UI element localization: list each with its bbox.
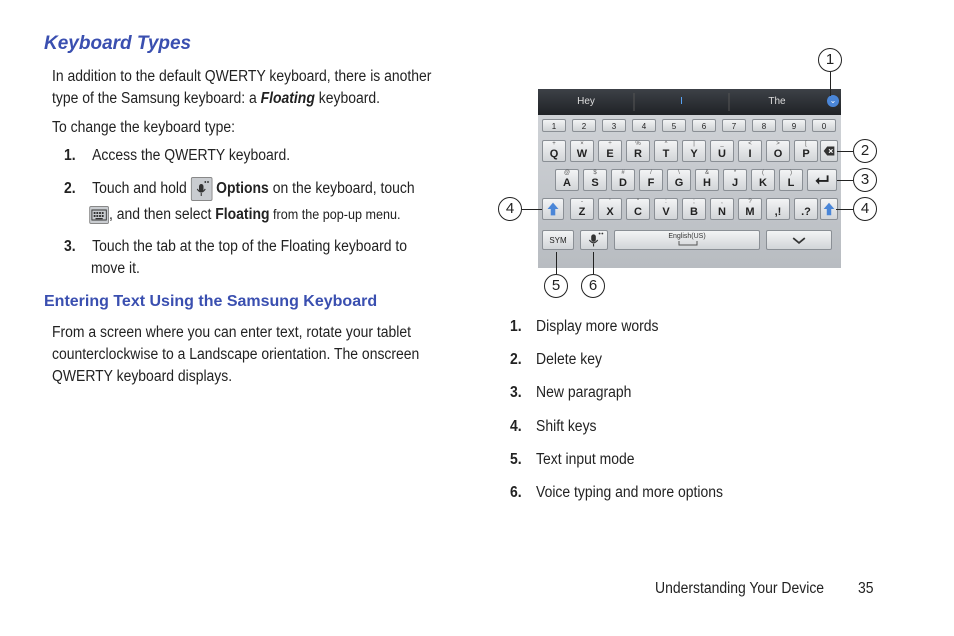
intro-line-2-pre: type of the Samsung keyboard: a xyxy=(52,90,261,107)
floating-label: Floating xyxy=(215,206,270,223)
more-words-chevron-icon[interactable]: ⌄ xyxy=(827,95,839,107)
step-3-number: 3. xyxy=(64,238,76,255)
step-2 xyxy=(64,177,415,226)
step-1 xyxy=(64,145,290,167)
legend-item-6 xyxy=(510,484,723,502)
key-p[interactable]: [ P xyxy=(794,140,818,162)
page-title: Keyboard Types xyxy=(44,33,192,54)
entering-line-3: QWERTY keyboard displays. xyxy=(52,368,233,385)
key-period-question[interactable]: .? xyxy=(794,198,818,220)
key-8[interactable]: 8 xyxy=(752,119,776,132)
legend-number: 6. xyxy=(510,484,522,501)
callout-6-leader xyxy=(593,252,594,274)
key-comma-exclaim[interactable]: ,! xyxy=(766,198,790,220)
left-shift-key[interactable] xyxy=(542,198,564,220)
shift-arrow-icon xyxy=(821,199,837,219)
key-m[interactable]: ? M xyxy=(738,198,762,220)
suggestion-word-1[interactable]: Hey xyxy=(577,96,595,107)
sym-key[interactable]: SYM xyxy=(542,230,574,250)
legend-number: 3. xyxy=(510,384,522,401)
key-a[interactable]: @ A xyxy=(555,169,579,191)
voice-options-key-icon xyxy=(191,177,213,201)
enter-key[interactable] xyxy=(807,169,837,191)
key-u[interactable]: _ U xyxy=(710,140,734,162)
step-3-line-1: Touch the tab at the top of the Floating keyboard to xyxy=(92,238,407,255)
options-label: Options xyxy=(216,180,269,198)
legend-number: 5. xyxy=(510,451,522,468)
key-b[interactable]: ; B xyxy=(682,198,706,220)
section-heading: Entering Text Using the Samsung Keyboard xyxy=(44,293,378,310)
callout-4-right: 4 xyxy=(853,197,877,221)
key-0[interactable]: 0 xyxy=(812,119,836,132)
key-z[interactable]: - Z xyxy=(570,198,594,220)
step-1-number: 1. xyxy=(64,147,76,164)
legend-number: 2. xyxy=(510,351,522,368)
key-f[interactable]: / F xyxy=(639,169,663,191)
delete-key[interactable] xyxy=(820,140,838,162)
legend-item-2 xyxy=(510,351,602,369)
space-icon xyxy=(615,240,761,248)
suggestion-word-3[interactable]: The xyxy=(768,96,786,107)
step-2-line2-a: , and then select xyxy=(109,206,216,223)
key-r[interactable]: % R xyxy=(626,140,650,162)
space-bar[interactable] xyxy=(614,230,760,250)
key-9[interactable]: 9 xyxy=(782,119,806,132)
key-1[interactable]: 1 xyxy=(542,119,566,132)
voice-key[interactable] xyxy=(580,230,608,250)
key-g[interactable]: \ G xyxy=(667,169,691,191)
callout-2: 2 xyxy=(853,139,877,163)
intro-paragraph xyxy=(52,66,431,110)
intro-line-2-post: keyboard. xyxy=(314,90,381,107)
entering-paragraph xyxy=(52,322,419,388)
key-x[interactable]: ' X xyxy=(598,198,622,220)
key-7[interactable]: 7 xyxy=(722,119,746,132)
step-3-line-2: move it. xyxy=(91,260,140,277)
key-t[interactable]: ^ T xyxy=(654,140,678,162)
legend-text: Text input mode xyxy=(536,451,635,468)
callout-5: 5 xyxy=(544,274,568,298)
number-row xyxy=(542,119,838,133)
key-k[interactable]: ( K xyxy=(751,169,775,191)
key-2[interactable]: 2 xyxy=(572,119,596,132)
key-s[interactable]: $ S xyxy=(583,169,607,191)
key-j[interactable]: * J xyxy=(723,169,747,191)
entering-line-1: From a screen where you can enter text, rotate your tablet xyxy=(52,324,412,341)
key-l[interactable]: ) L xyxy=(779,169,803,191)
suggestion-word-2[interactable]: I xyxy=(680,96,683,107)
key-5[interactable]: 5 xyxy=(662,119,686,132)
step-2-line2-b: from the pop-up menu. xyxy=(269,206,401,222)
key-c[interactable]: " C xyxy=(626,198,650,220)
legend-text: New paragraph xyxy=(536,384,632,401)
key-d[interactable]: # D xyxy=(611,169,635,191)
step-1-text: Access the QWERTY keyboard. xyxy=(92,147,291,164)
page-number: 35 xyxy=(858,580,874,597)
legend-text: Delete key xyxy=(536,351,602,368)
intro-line-1: In addition to the default QWERTY keyboard, there is another xyxy=(52,68,432,85)
callout-3: 3 xyxy=(853,168,877,192)
key-y[interactable]: | Y xyxy=(682,140,706,162)
change-intro: To change the keyboard type: xyxy=(52,119,236,136)
legend-number: 1. xyxy=(510,318,522,335)
callout-4-left: 4 xyxy=(498,197,522,221)
legend-text: Shift keys xyxy=(536,418,597,435)
legend-item-5 xyxy=(510,451,635,469)
key-4[interactable]: 4 xyxy=(632,119,656,132)
legend-number: 4. xyxy=(510,418,522,435)
keyboard-figure xyxy=(538,89,841,268)
callout-4-left-leader xyxy=(522,209,542,210)
space-language-label: English(US) xyxy=(668,233,706,240)
callout-6: 6 xyxy=(581,274,605,298)
footer-section: Understanding Your Device xyxy=(655,580,825,597)
key-6[interactable]: 6 xyxy=(692,119,716,132)
callout-5-leader xyxy=(556,252,557,274)
floating-emphasis: Floating xyxy=(260,90,315,107)
legend-item-1 xyxy=(510,318,659,336)
callout-4-right-leader xyxy=(836,209,853,210)
microphone-icon xyxy=(581,230,607,250)
chevron-down-icon xyxy=(767,230,831,250)
shift-arrow-icon xyxy=(543,199,563,219)
key-w[interactable]: × W xyxy=(570,140,594,162)
step-2-pre: Touch and hold xyxy=(92,180,191,198)
key-n[interactable]: , N xyxy=(710,198,734,220)
key-e[interactable]: ÷ E xyxy=(598,140,622,162)
key-v[interactable]: : V xyxy=(654,198,678,220)
callout-1-leader xyxy=(830,72,831,96)
entering-line-2: counterclockwise to a Landscape orientation. The onscreen xyxy=(52,346,420,363)
callout-1: 1 xyxy=(818,48,842,72)
callout-3-leader xyxy=(837,180,853,181)
legend-text: Voice typing and more options xyxy=(536,484,723,501)
key-q[interactable]: + Q xyxy=(542,140,566,162)
keyboard-icon xyxy=(89,206,109,224)
intro-line-2 xyxy=(52,88,431,110)
legend-item-4 xyxy=(510,418,597,436)
callout-2-leader xyxy=(837,151,853,152)
key-i[interactable]: < I xyxy=(738,140,762,162)
enter-icon xyxy=(808,170,836,190)
legend-item-3 xyxy=(510,384,631,402)
legend-text: Display more words xyxy=(536,318,659,335)
step-3 xyxy=(64,236,407,280)
step-2-number: 2. xyxy=(64,180,76,198)
hide-keyboard-key[interactable] xyxy=(766,230,832,250)
backspace-icon xyxy=(821,141,837,161)
key-o[interactable]: > O xyxy=(766,140,790,162)
step-2-mid: on the keyboard, touch xyxy=(268,180,415,198)
key-3[interactable]: 3 xyxy=(602,119,626,132)
key-h[interactable]: & H xyxy=(695,169,719,191)
